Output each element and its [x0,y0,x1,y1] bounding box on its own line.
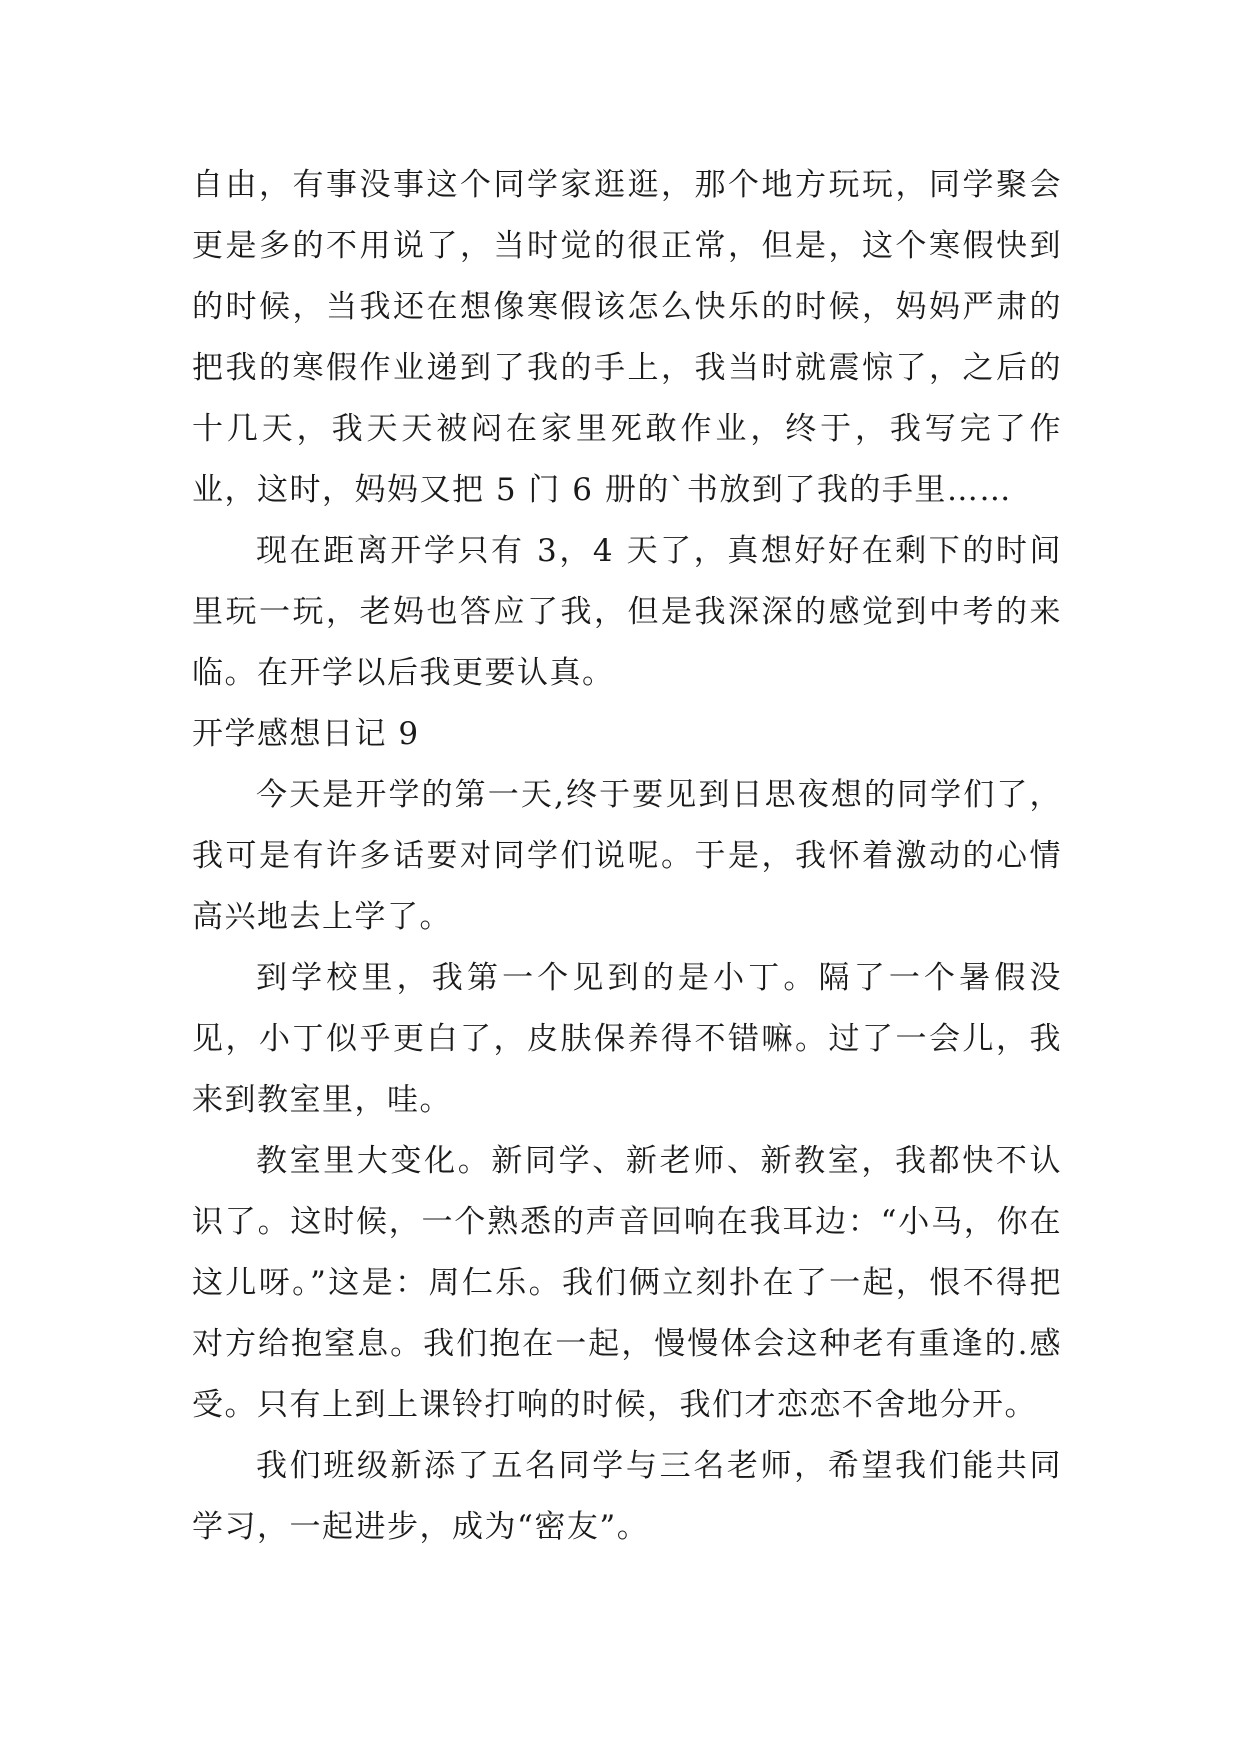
paragraph-2: 现在距离开学只有 3，4 天了，真想好好在剩下的时间里玩一玩，老妈也答应了我，但是我深深的感觉到中考的来临。在开学以后我更要认真。 [192,533,1062,691]
paragraph-5: 教室里大变化。新同学、新老师、新教室，我都快不认识了。这时候，一个熟悉的声音回响在我耳边：“小马，你在这儿呀。”这是：周仁乐。我们俩立刻扑在了一起，恨不得把对方给抱窒息。我们抱在一起，慢慢体会这种老有重逢的.感受。只有上到上课铃打响的时候，我们才恋恋不舍地分开。 [192,1143,1062,1423]
paragraph-3: 今天是开学的第一天,终于要见到日思夜想的同学们了，我可是有许多话要对同学们说呢。于是，我怀着激动的心情高兴地去上学了。 [192,777,1062,935]
paragraph-4: 到学校里，我第一个见到的是小丁。隔了一个暑假没见，小丁似乎更白了，皮肤保养得不错嘛。过了一会儿，我来到教室里，哇。 [192,960,1062,1118]
paragraph-1: 自由，有事没事这个同学家逛逛，那个地方玩玩，同学聚会更是多的不用说了，当时觉的很正常，但是，这个寒假快到的时候，当我还在想像寒假该怎么快乐的时候，妈妈严肃的把我的寒假作业递到了我的手上，我当时就震惊了，之后的十几天，我天天被闷在家里死敢作业，终于，我写完了作业，这时，妈妈又把 5 门 6 册的`书放到了我的手里…… [192,167,1062,508]
document-body [192,155,1062,1558]
paragraph-6: 我们班级新添了五名同学与三名老师，希望我们能共同学习，一起进步，成为“密友”。 [192,1448,1062,1545]
section-heading: 开学感想日记 9 [192,716,420,752]
